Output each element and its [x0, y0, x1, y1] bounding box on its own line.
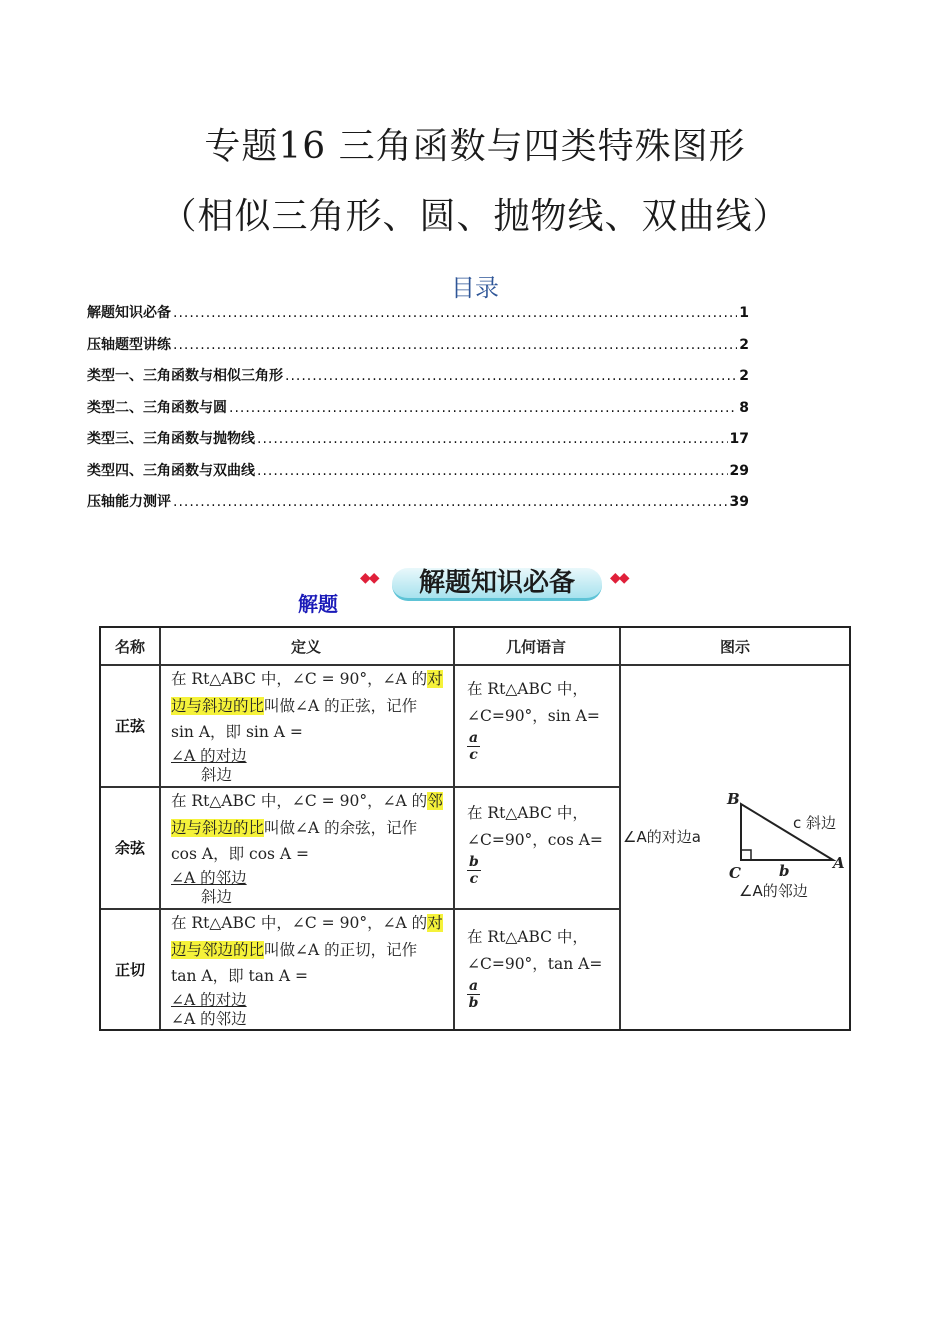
header-geometry: 几何语言	[505, 637, 566, 656]
geometry-text: 在 Rt△ABC 中，∠C=90°，tan A=	[467, 928, 603, 973]
diamond-icon: ◆◆	[610, 570, 628, 586]
toc-leader-dots	[173, 337, 737, 353]
toc-entry-label: 解题知识必备	[87, 305, 171, 321]
definition-text: 在 Rt△ABC 中，∠C = 90°，∠A 的	[171, 914, 428, 932]
fraction-numerator: a	[469, 730, 479, 746]
toc-entry-page: 2	[739, 368, 749, 384]
document-title: 专题16 三角函数与四类特殊图形	[204, 126, 746, 167]
toc-heading: 目录	[451, 274, 499, 302]
definition-text: 叫做∠A 的正弦，记作 sin A，即 sin A =	[171, 696, 418, 741]
side-b-label: b	[779, 862, 790, 880]
toc-entry[interactable]	[87, 302, 749, 334]
header-definition: 定义	[290, 637, 321, 656]
adjacent-side-label: ∠A的邻边	[739, 882, 808, 900]
fraction-denominator: b	[468, 995, 479, 1011]
definition-text: 叫做∠A 的正切，记作 tan A，即 tan A =	[171, 940, 418, 985]
definition-tangent	[171, 910, 443, 1028]
toc-leader-dots	[229, 400, 737, 416]
geometry-sine	[467, 676, 617, 768]
toc-entry-page: 8	[739, 399, 749, 416]
section-side-label: 解题	[298, 592, 338, 616]
definition-sine	[171, 666, 443, 784]
toc-entry[interactable]	[87, 460, 749, 492]
row-name-cosine: 余弦	[114, 838, 145, 857]
toc-entry[interactable]	[87, 491, 749, 523]
row-name-tangent: 正切	[114, 961, 145, 979]
highlight-text: 对边与邻边的比	[171, 914, 443, 959]
toc-leader-dots	[173, 494, 728, 510]
fraction-denominator: c	[469, 871, 479, 887]
geometry-tangent	[467, 924, 617, 1016]
toc-entry[interactable]	[87, 334, 749, 366]
toc-leader-dots	[257, 463, 728, 479]
toc-entry-page: 2	[739, 336, 749, 353]
right-angle-mark	[741, 850, 751, 860]
row-name-sine: 正弦	[114, 716, 145, 735]
geometry-cosine	[467, 800, 617, 892]
header-diagram: 图示	[719, 637, 750, 656]
geometry-fraction	[467, 854, 481, 887]
right-triangle-diagram	[621, 788, 851, 908]
fraction-numerator: ∠A 的邻边	[171, 868, 247, 887]
trig-definition-table	[99, 626, 851, 1031]
highlight-text: 邻边与斜边的比	[171, 792, 443, 837]
geometry-text: 在 Rt△ABC 中，∠C=90°，cos A=	[467, 804, 603, 849]
toc-entry-page: 39	[729, 494, 749, 510]
toc-entry[interactable]	[87, 397, 749, 429]
vertex-b-label: B	[727, 790, 740, 808]
vertex-c-label: C	[729, 864, 741, 882]
toc-entry-page: 1	[739, 305, 749, 321]
definition-text: 在 Rt△ABC 中，∠C = 90°，∠A 的	[171, 792, 428, 810]
definition-text: 叫做∠A 的余弦，记作 cos A，即 cos A =	[171, 818, 418, 863]
opposite-side-label: ∠A的对边a	[623, 828, 701, 846]
toc-entry[interactable]	[87, 365, 749, 397]
hypotenuse-label: c 斜边	[793, 814, 837, 832]
toc-entry-label: 压轴能力测评	[87, 494, 171, 510]
definition-cosine	[171, 788, 443, 906]
triangle-shape	[741, 804, 833, 860]
toc-entry-label: 压轴题型讲练	[87, 336, 171, 353]
fraction-numerator: a	[469, 978, 479, 994]
document-subtitle: （相似三角形、圆、抛物线、双曲线）	[160, 196, 790, 237]
definition-text: 在 Rt△ABC 中，∠C = 90°，∠A 的	[171, 670, 428, 688]
highlight-text: 对边与斜边的比	[171, 670, 443, 715]
fraction-numerator: ∠A 的对边	[171, 746, 247, 765]
diamond-icon: ◆◆	[360, 570, 378, 586]
column-divider	[453, 628, 455, 1029]
fraction-denominator: 斜边	[201, 765, 233, 784]
geometry-text: 在 Rt△ABC 中，∠C=90°，sin A=	[467, 680, 600, 725]
toc-entry-page: 29	[729, 462, 749, 479]
toc-entry[interactable]	[87, 428, 749, 460]
toc-entry-label: 类型三、三角函数与抛物线	[87, 431, 255, 447]
toc-entry-label: 类型四、三角函数与双曲线	[87, 462, 255, 479]
section-banner	[360, 562, 640, 602]
table-of-contents	[87, 302, 749, 523]
toc-leader-dots	[173, 305, 737, 321]
toc-entry-page: 17	[729, 431, 749, 447]
fraction-denominator: c	[469, 747, 478, 763]
toc-leader-dots	[257, 431, 728, 447]
toc-entry-label: 类型二、三角函数与圆	[87, 399, 227, 416]
fraction-denominator: 斜边	[201, 887, 233, 906]
fraction-numerator: ∠A 的对边	[171, 990, 247, 1009]
column-divider	[159, 628, 161, 1029]
fraction-denominator: ∠A 的邻边	[171, 1009, 247, 1028]
toc-leader-dots	[285, 368, 737, 384]
geometry-fraction	[467, 978, 480, 1011]
fraction-numerator: b	[469, 854, 479, 870]
header-name: 名称	[114, 637, 145, 656]
section-banner-title: 解题知识必备	[418, 568, 575, 598]
vertex-a-label: A	[833, 854, 845, 872]
geometry-fraction	[467, 730, 480, 763]
toc-entry-label: 类型一、三角函数与相似三角形	[87, 368, 283, 384]
